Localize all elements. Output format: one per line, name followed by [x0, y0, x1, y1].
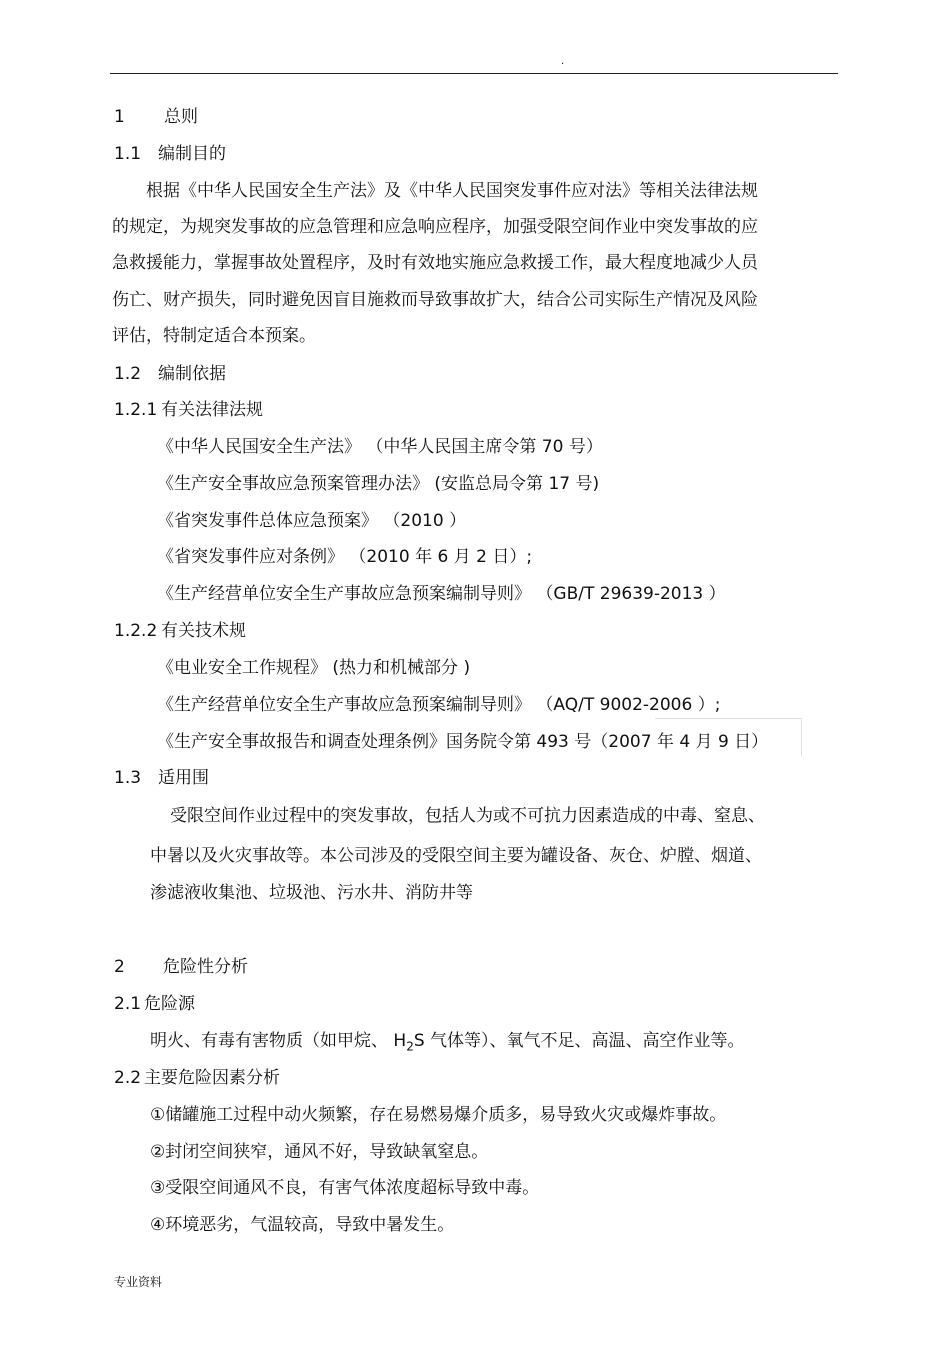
- section-number: 1.2: [114, 364, 142, 384]
- paragraph-line: 中暑以及火灾事故等。本公司涉及的受限空间主要为罐设备、灰仓、炉膛、烟道、: [150, 846, 762, 866]
- section-number: 1.2.1: [114, 400, 158, 420]
- section-title: 总则: [164, 107, 198, 127]
- paragraph-line: 伤亡、财产损失，同时避免因盲目施救而导致事故扩大，结合公司实际生产情况及风险: [112, 290, 758, 310]
- hazard-line: [150, 1030, 745, 1057]
- tech-reference: 《生产安全事故报告和调查处理条例》国务院令第 493 号（2007 年 4 月 9 日）: [157, 732, 769, 752]
- header-rule: [110, 73, 838, 74]
- section-number: 1: [114, 107, 125, 127]
- law-reference: 《生产安全事故应急预案管理办法》 (安监总局令第 17 号): [157, 474, 600, 494]
- list-item: ③受限空间通风不良，有害气体浓度超标导致中毒。: [150, 1178, 540, 1198]
- page-footer: 专业资料: [114, 1275, 163, 1289]
- hazard-text: 明火、有毒有害物质（如甲烷、 H: [150, 1031, 407, 1051]
- section-heading-1-3: [114, 767, 209, 789]
- law-reference: 《中华人民国安全生产法》 （中华人民国主席令第 70 号）: [157, 437, 603, 457]
- section-title: 危险性分析: [163, 957, 248, 977]
- section-title: 危险源: [144, 994, 195, 1014]
- paragraph-line: 的规定，为规突发事故的应急管理和应急响应程序，加强受限空间作业中突发事故的应: [112, 217, 758, 237]
- section-heading-1-2-2: [114, 620, 246, 642]
- section-number: 1.2.2: [114, 621, 158, 641]
- section-heading-2-2: [114, 1067, 280, 1089]
- section-number: 2.1: [114, 994, 142, 1014]
- paragraph-line: 根据《中华人民国安全生产法》及《中华人民国突发事件应对法》等相关法律法规: [146, 181, 758, 201]
- section-title: 编制目的: [158, 144, 226, 164]
- list-item: ①储罐施工过程中动火频繁，存在易燃易爆介质多，易导致火灾或爆炸事故。: [150, 1105, 727, 1125]
- section-heading-1: [114, 106, 198, 128]
- paragraph-line: 评估，特制定适合本预案。: [112, 326, 316, 346]
- list-item: ②封闭空间狭窄，通风不好，导致缺氧窒息。: [150, 1142, 489, 1162]
- section-heading-1-1: [114, 143, 226, 165]
- section-title: 有关法律法规: [161, 400, 263, 420]
- law-reference: 《省突发事件总体应急预案》 （2010 ）: [157, 511, 467, 531]
- paragraph-line: 急救援能力，掌握事故处置程序，及时有效地实施应急救援工作，最大程度地减少人员: [112, 253, 758, 273]
- section-heading-2-1: [114, 993, 195, 1015]
- section-title: 编制依据: [158, 364, 226, 384]
- subscript: 2: [406, 1039, 414, 1054]
- law-reference: 《省突发事件应对条例》 （2010 年 6 月 2 日）;: [157, 547, 533, 567]
- section-number: 1.3: [114, 768, 142, 788]
- section-heading-2: [114, 956, 248, 978]
- tech-reference: 《生产经营单位安全生产事故应急预案编制导则》 （AQ/T 9002-2006 ）;: [157, 695, 721, 715]
- hazard-text: S 气体等）、氧气不足、高温、高空作业等。: [413, 1031, 745, 1051]
- tech-reference: 《电业安全工作规程》 (热力和机械部分 ): [157, 658, 471, 678]
- paragraph-line: 渗滤液收集池、垃圾池、污水井、消防井等: [150, 883, 473, 903]
- section-heading-1-2: [114, 363, 226, 385]
- section-title: 主要危险因素分析: [144, 1068, 280, 1088]
- list-item: ④环境恶劣，气温较高，导致中暑发生。: [150, 1215, 455, 1235]
- section-heading-1-2-1: [114, 399, 263, 421]
- section-number: 2: [114, 957, 125, 977]
- header-mark: .: [561, 56, 565, 67]
- paragraph-line: 受限空间作业过程中的突发事故，包括人为或不可抗力因素造成的中毒、窒息、: [170, 806, 765, 826]
- section-number: 1.1: [114, 144, 142, 164]
- section-title: 有关技术规: [161, 621, 246, 641]
- section-number: 2.2: [114, 1068, 142, 1088]
- law-reference: 《生产经营单位安全生产事故应急预案编制导则》 （GB/T 29639-2013 ）: [157, 584, 726, 604]
- section-title: 适用围: [158, 768, 209, 788]
